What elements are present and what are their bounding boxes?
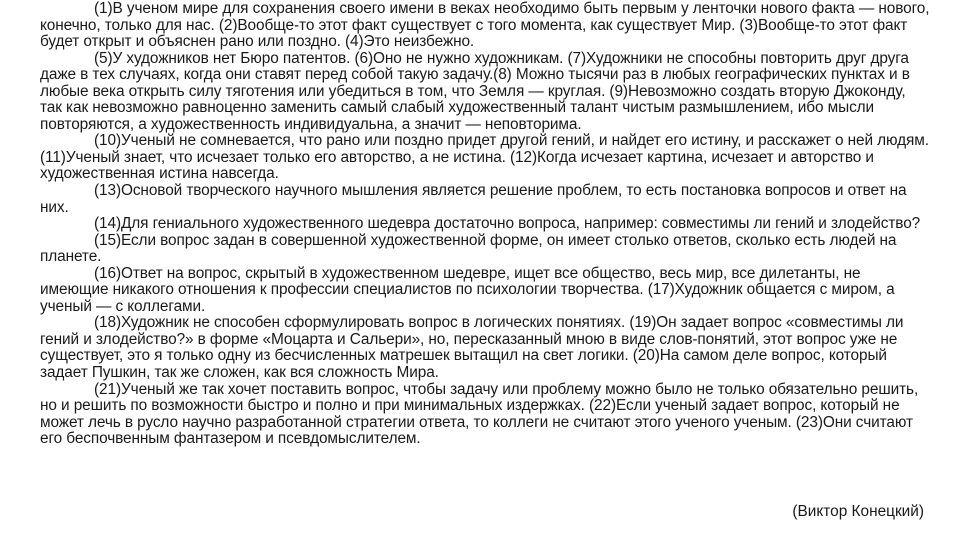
author-signature: (Виктор Конецкий) (792, 503, 924, 520)
paragraph-5: (14)Для гениального художественного шедевра достаточно вопроса, например: совместимы ли гений и злодейство? (94, 215, 921, 233)
paragraph-2: (5)У художников нет Бюро патентов. (6)Оно не нужно художникам. (7)Художники не способны повторить друг друга даже в тех случаях, когда они ставят перед собой такую задачу.(8) Можно тысячи раз в любых географических пунктах и в любые века открыть силу тяготения или убедиться в том, что Земля — круглая. (9)Невозможно создать вторую Джоконду, так как невозможно равноценно заменить самый слабый художественный талант чистым размышлением, ибо мысли повторяются, а художественность индивидуальна, а значит — неповторима. (40, 49, 910, 133)
text-body (40, 1, 930, 448)
paragraph-6: (15)Если вопрос задан в совершенной художественной форме, он имеет столько ответов, сколько есть людей на планете. (40, 231, 897, 266)
paragraph-3: (10)Ученый не сомневается, что рано или поздно придет другой гений, и найдет его истину, и расскажет о ней людям. (11)Ученый знает, что исчезает только его авторство, а не истина. (12)Когда исчезает картина, исчезает и авторство и художественная истина навсегда. (40, 132, 929, 183)
paragraph-4: (13)Основой творческого научного мышления является решение проблем, то есть постановка вопросов и ответ на них. (40, 182, 907, 216)
paragraph-1: (1)В ученом мире для сохранения своего имени в веках необходимо быть первым у ленточки нового факта — нового, конечно, только для нас. (2)Вообще-то этот факт существует с того момента, как существует Мир. (3)Вообще-то этот факт будет открыт и объяснен рано или поздно. (4)Это неизбежно. (40, 0, 930, 51)
paragraph-8: (18)Художник не способен сформулировать вопрос в логических понятиях. (19)Он задает вопрос «совместимы ли гений и злодейство?» в форме «Моцарта и Сальери», но, пересказанный мною в виде слов-понятий, этот вопрос уже не существует, это я только одну из бесчисленных матрешек вытащил на свет логики. (20)На самом деле вопрос, который задает Пушкин, так же сложен, как вся сложность Мира. (40, 314, 904, 382)
paragraph-9: (21)Ученый же так хочет поставить вопрос, чтобы задачу или проблему можно было не только обязательно решить, но и решить по возможности быстро и полно и при минимальных издержках. (22)Если ученый задает вопрос, который не может лечь в русло научно разработанной стратегии ответа, то коллеги не считают этого ученого ученым. (23)Они считают его беспочвенным фантазером и псевдомыслителем. (40, 380, 919, 448)
paragraph-7: (16)Ответ на вопрос, скрытый в художественном шедевре, ищет все общество, весь мир, все дилетанты, не имеющие никакого отношения к профессии специалистов по психологии творчества. (17)Художник общается с миром, а ученый — с коллегами. (40, 264, 895, 315)
